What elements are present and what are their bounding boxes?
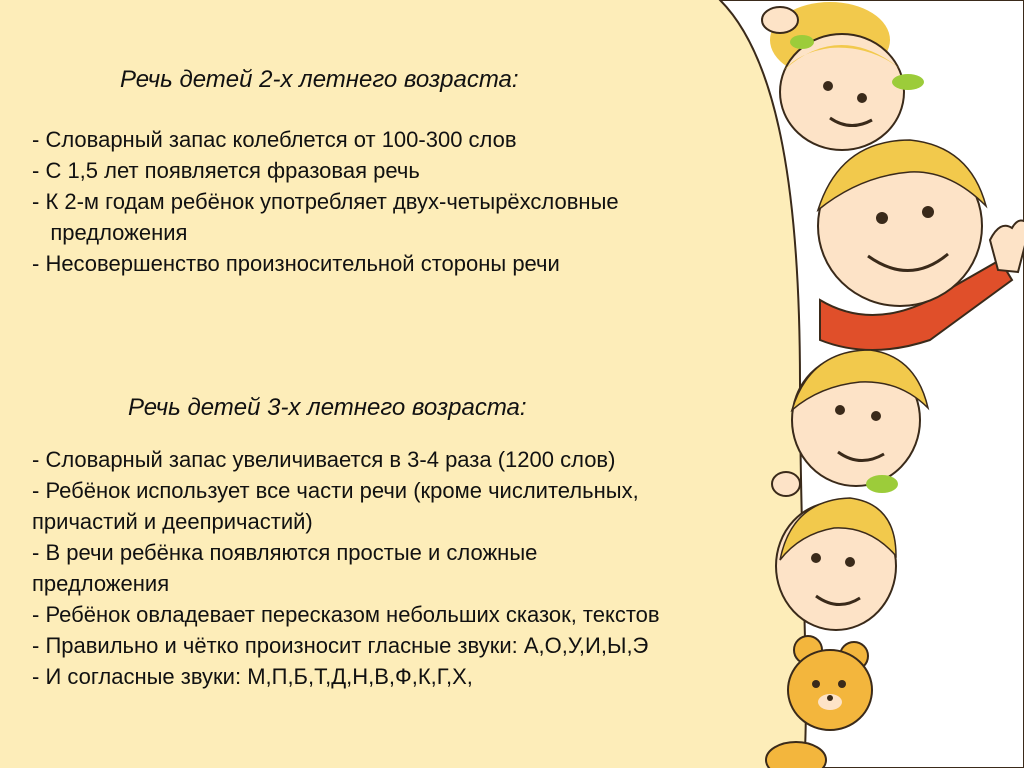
child-face-icon: [776, 498, 896, 630]
list-item: предложения: [32, 220, 188, 245]
list-item: - К 2-м годам ребёнок употребляет двух-четырёхсловные: [32, 189, 619, 214]
section-2-heading: Речь детей 3-х летнего возраста:: [128, 394, 527, 421]
list-item: причастий и деепричастий): [32, 509, 313, 534]
list-item: - И согласные звуки: М,П,Б,Т,Д,Н,В,Ф,К,Г,Х,: [32, 664, 473, 689]
list-item: - Ребёнок овладевает пересказом небольших сказок, текстов: [32, 602, 660, 627]
section-1-list: [32, 124, 619, 279]
list-item: - В речи ребёнка появляются простые и сложные: [32, 540, 538, 565]
list-item: - С 1,5 лет появляется фразовая речь: [32, 158, 420, 183]
list-item: - Несовершенство произносительной стороны речи: [32, 251, 560, 276]
list-item: - Словарный запас увеличивается в 3-4 раза (1200 слов): [32, 447, 616, 472]
list-item: - Словарный запас колеблется от 100-300 слов: [32, 127, 517, 152]
list-item: - Правильно и чётко произносит гласные звуки: А,О,У,И,Ы,Э: [32, 633, 649, 658]
section-2-list: [32, 444, 660, 692]
children-illustration: [700, 0, 1024, 768]
section-1-heading: Речь детей 2-х летнего возраста:: [120, 66, 519, 93]
list-item: предложения: [32, 571, 170, 596]
list-item: - Ребёнок использует все части речи (кроме числительных,: [32, 478, 639, 503]
